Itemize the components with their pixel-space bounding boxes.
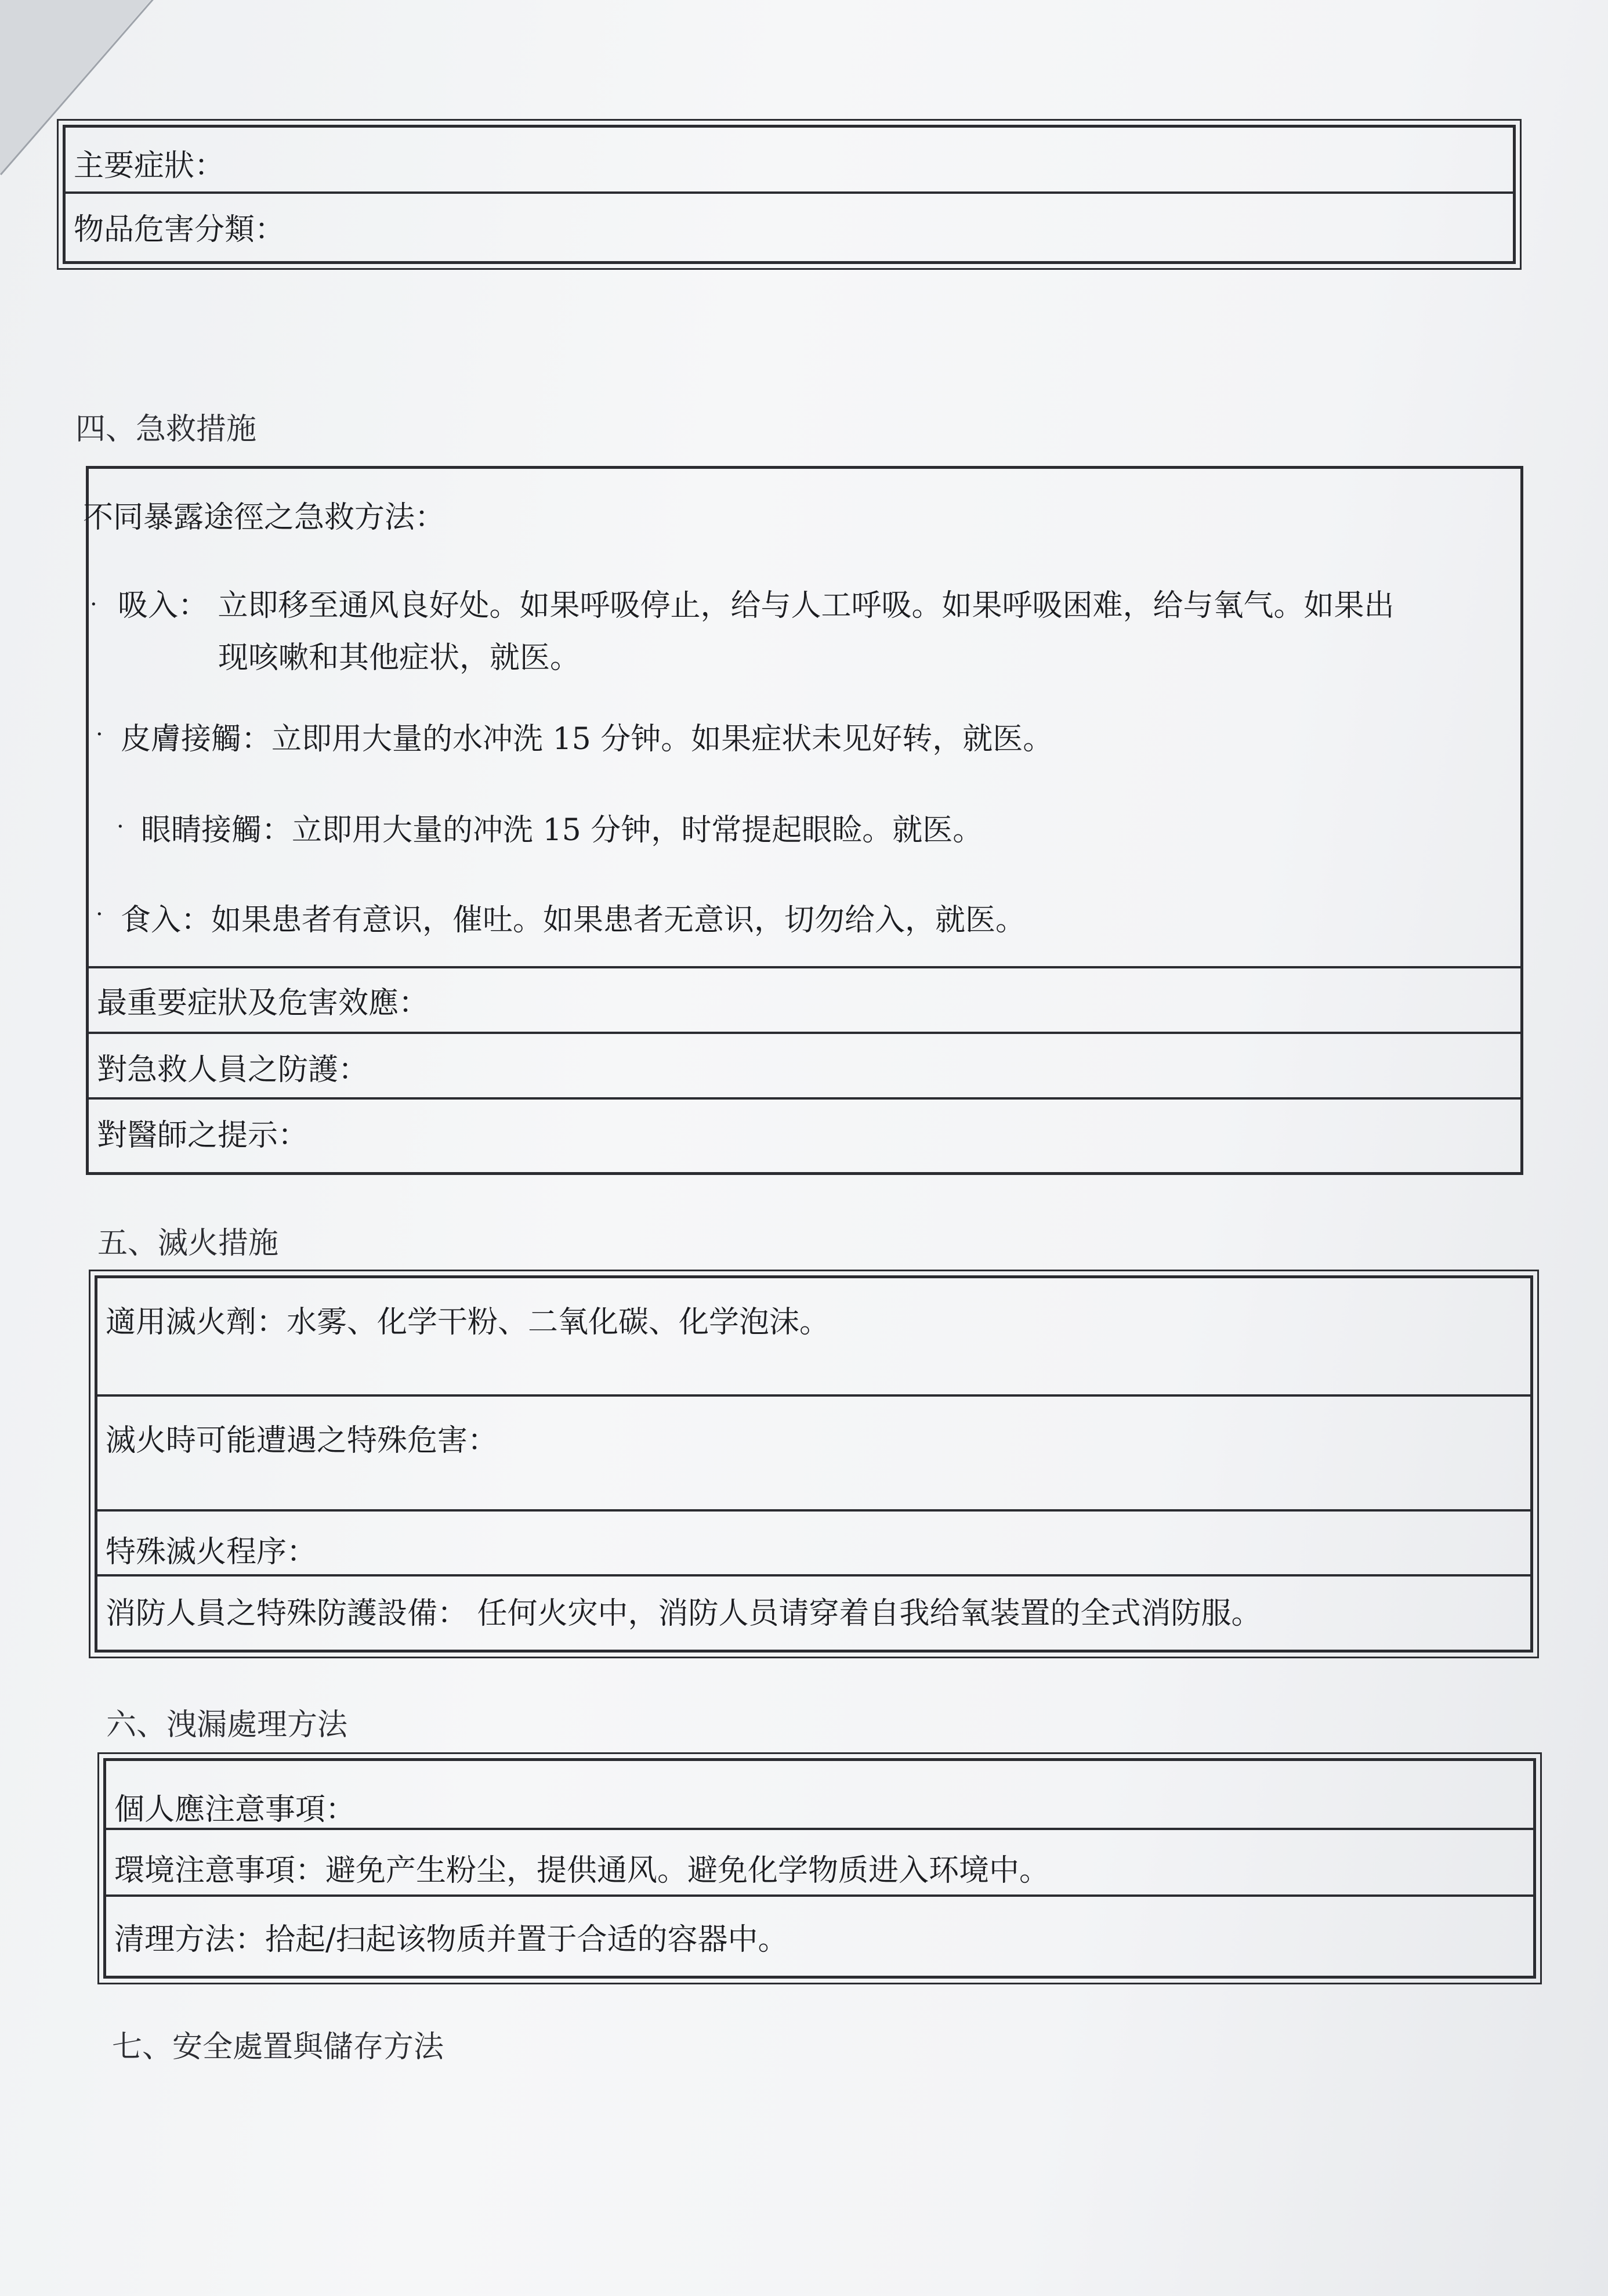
hazard-class-label: 物品危害分類： [74,212,285,247]
important-symptoms-row [89,966,1520,1032]
main-symptoms-label: 主要症狀： [74,149,225,183]
skin-contact-text: 皮膚接觸：立即用大量的水冲洗 15 分钟。如果症状未见好转，就医。 [121,722,1053,757]
section4-heading: 四、急救措施 [75,412,257,447]
first-aid-intro: 不同暴露途徑之急救方法： [83,500,446,535]
special-hazards-label: 滅火時可能遭遇之特殊危害： [106,1423,498,1458]
extinguishing-agents-row [97,1278,1530,1394]
special-procedures-label: 特殊滅火程序： [106,1535,317,1570]
inhalation-text: 吸入： 立即移至通风良好处。如果呼吸停止，给与人工呼吸。如果呼吸困难，给与氧气。如果出 [118,588,1395,623]
environmental-precautions-text: 環境注意事項：避免产生粉尘，提供通风。避免化学物质进入环境中。 [114,1853,1050,1888]
cleanup-row [106,1894,1533,1976]
extinguishing-agents-text: 適用滅火劑：水雾、化学干粉、二氧化碳、化学泡沫。 [106,1305,830,1340]
section5-heading: 五、滅火措施 [97,1226,279,1261]
hazard-class-row [66,191,1513,261]
ingestion-text: 食入：如果患者有意识，催吐。如果患者无意识，切勿给入，就医。 [121,903,1026,938]
hazard-table [63,125,1516,264]
rescuer-protection-row [89,1032,1520,1097]
section6-heading: 六、洩漏處理方法 [106,1708,348,1742]
first-aid-table [83,466,1523,1175]
eye-bullet: · [117,813,124,840]
environmental-precautions-row [106,1828,1533,1894]
personal-precautions-label: 個人應注意事項： [114,1792,356,1827]
eye-contact-text: 眼睛接觸：立即用大量的冲洗 15 分钟，时常提起眼睑。就医。 [141,813,983,848]
main-symptoms-row [66,128,1513,191]
special-procedures-row [97,1509,1530,1574]
rescuer-protection-label: 對急救人員之防護： [97,1053,369,1087]
section7-heading: 七、安全處置與儲存方法 [112,2030,444,2064]
physician-note-label: 對醫師之提示： [97,1118,309,1153]
special-hazards-row [97,1394,1530,1509]
firefighter-equipment-text: 消防人員之特殊防護設備： 任何火灾中，消防人员请穿着自我给氧装置的全式消防服。 [106,1596,1262,1631]
physician-note-row [89,1097,1520,1173]
important-symptoms-label: 最重要症狀及危害效應： [97,986,429,1021]
inhalation-bullet: · [90,591,97,618]
first-aid-methods-row [83,469,1520,966]
firefighting-table [95,1275,1533,1653]
cleanup-text: 清理方法：拾起/扫起该物质并置于合适的容器中。 [114,1922,788,1957]
skin-bullet: · [96,721,103,748]
personal-precautions-row [106,1761,1533,1828]
firefighter-equipment-row [97,1574,1530,1650]
inhalation-text-cont: 现咳嗽和其他症状，就医。 [218,641,581,675]
spill-table [103,1758,1536,1979]
ingestion-bullet: · [96,901,103,928]
